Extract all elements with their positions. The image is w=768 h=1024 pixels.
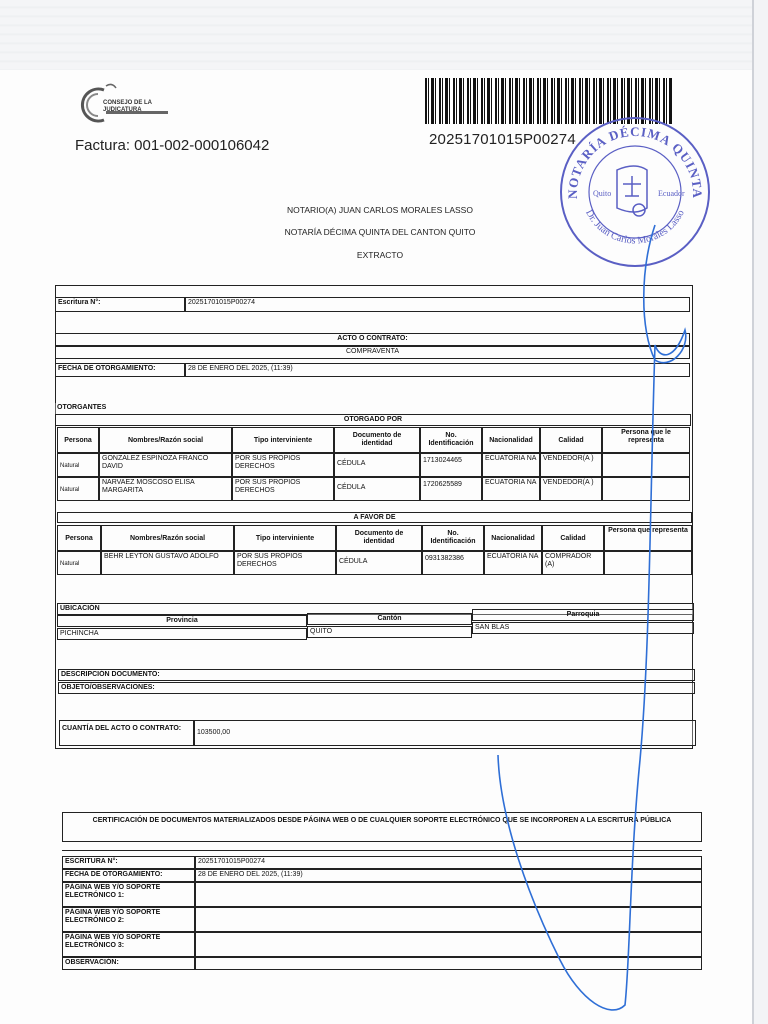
notary-name: NOTARIO(A) JUAN CARLOS MORALES LASSO <box>287 205 473 215</box>
stamp-right-text: Ecuador <box>658 189 685 198</box>
cell-tipo: POR SUS PROPIOS DERECHOS <box>234 551 336 575</box>
extract-title: EXTRACTO <box>356 250 404 260</box>
cell-nacionalidad: ECUATORIA NA <box>482 477 540 501</box>
otorgado-por-label: OTORGADO POR <box>55 414 691 426</box>
cell-nombre: GONZALEZ ESPINOZA FRANCO DAVID <box>99 453 232 477</box>
col-tipo: Tipo interviniente <box>232 427 334 453</box>
cert-web3-value <box>195 932 702 957</box>
col-persona: Persona <box>57 525 101 551</box>
cell-representa <box>602 477 690 501</box>
fecha-value: 28 DE ENERO DEL 2025, (11:39) <box>185 363 690 377</box>
stamp-top-text: NOTARÍA DÉCIMA QUINTA <box>564 123 706 199</box>
escritura-label: Escritura N°: <box>55 297 185 312</box>
col-tipo: Tipo interviniente <box>234 525 336 551</box>
cell-calidad: VENDEDOR(A ) <box>540 453 602 477</box>
cert-fecha-label: FECHA DE OTORGAMIENTO: <box>62 869 195 882</box>
canton-value: QUITO <box>307 626 472 638</box>
cert-fecha-value: 28 DE ENERO DEL 2025, (11:39) <box>195 869 702 882</box>
invoice-number: Factura: 001-002-000106042 <box>75 137 270 154</box>
divider <box>62 850 702 851</box>
parroquia-label: Parroquia <box>472 609 694 621</box>
acto-value: COMPRAVENTA <box>55 346 690 359</box>
cell-documento: CÉDULA <box>334 477 420 501</box>
col-calidad: Calidad <box>540 427 602 453</box>
provincia-value: PICHINCHA <box>57 628 307 640</box>
stamp-left-text: Quito <box>593 189 612 198</box>
canton-label: Cantón <box>307 613 472 625</box>
col-calidad: Calidad <box>542 525 604 551</box>
certificacion-title: CERTIFICACIÓN DE DOCUMENTOS MATERIALIZADOS DESDE PÁGINA WEB O DE CUALQUIER SOPORTE ELECTRÓNICO QUE SE INCORPOREN A LA ESCRITURA PÚBLICA <box>62 812 702 842</box>
cert-web2-value <box>195 907 702 932</box>
descripcion-label: DESCRIPCIÓN DOCUMENTO: <box>58 669 695 681</box>
col-documento: Documento de identidad <box>334 427 420 453</box>
col-nombres: Nombres/Razón social <box>101 525 234 551</box>
cell-persona: Natural <box>57 477 99 501</box>
scan-artifact <box>0 0 752 70</box>
cell-id: 0931382386 <box>422 551 484 575</box>
cert-web3-label: PÁGINA WEB Y/O SOPORTE ELECTRÓNICO 3: <box>62 932 195 957</box>
objeto-label: OBJETO/OBSERVACIONES: <box>58 682 695 694</box>
cell-nacionalidad: ECUATORIA NA <box>484 551 542 575</box>
barcode-number: 20251701015P00274 <box>429 131 576 148</box>
col-representa: Persona que le representa <box>602 427 690 453</box>
cuantia-label: CUANTÍA DEL ACTO O CONTRATO: <box>59 720 194 746</box>
col-nacionalidad: Nacionalidad <box>482 427 540 453</box>
col-documento: Documento de identidad <box>336 525 422 551</box>
col-representa: Persona que representa <box>604 525 692 551</box>
notary-stamp <box>555 112 715 272</box>
col-nombres: Nombres/Razón social <box>99 427 232 453</box>
cell-id: 1713024465 <box>420 453 482 477</box>
cert-observacion-value <box>195 957 702 970</box>
cert-escritura-value: 20251701015P00274 <box>195 856 702 869</box>
notary-office: NOTARÍA DÉCIMA QUINTA DEL CANTON QUITO <box>284 227 476 237</box>
cuantia-value: 103500,00 <box>194 720 696 746</box>
acto-label: ACTO O CONTRATO: <box>55 333 690 346</box>
cell-nacionalidad: ECUATORIA NA <box>482 453 540 477</box>
cert-web1-value <box>195 882 702 907</box>
col-persona: Persona <box>57 427 99 453</box>
svg-text:NOTARÍA DÉCIMA QUINTA <box>565 124 705 199</box>
col-nacionalidad: Nacionalidad <box>484 525 542 551</box>
cell-documento: CÉDULA <box>336 551 422 575</box>
judicatura-logo <box>76 80 176 130</box>
escritura-value: 20251701015P00274 <box>185 297 690 312</box>
cert-web1-label: PÁGINA WEB Y/O SOPORTE ELECTRÓNICO 1: <box>62 882 195 907</box>
a-favor-label: A FAVOR DE <box>57 512 692 523</box>
cell-tipo: POR SUS PROPIOS DERECHOS <box>232 477 334 501</box>
cell-representa <box>604 551 692 575</box>
cell-nombre: NARVAEZ MOSCOSO ELISA MARGARITA <box>99 477 232 501</box>
fecha-label: FECHA DE OTORGAMIENTO: <box>55 363 185 377</box>
otorgantes-label: OTORGANTES <box>55 403 691 415</box>
ubicacion-label: UBICACIÓN <box>57 603 694 615</box>
cell-representa <box>602 453 690 477</box>
cert-web2-label: PÁGINA WEB Y/O SOPORTE ELECTRÓNICO 2: <box>62 907 195 932</box>
cell-id: 1720625589 <box>420 477 482 501</box>
cert-escritura-label: ESCRITURA N°: <box>62 856 195 869</box>
cell-nombre: BEHR LEYTON GUSTAVO ADOLFO <box>101 551 234 575</box>
cell-calidad: COMPRADOR (A) <box>542 551 604 575</box>
provincia-label: Provincia <box>57 615 307 627</box>
logo-text: CONSEJO DE LA JUDICATURA <box>103 100 153 113</box>
col-no-id: No. Identificación <box>420 427 482 453</box>
stamp-bottom-text: Dr. Juan Carlos Morales Lasso <box>583 208 687 247</box>
cert-observacion-label: OBSERVACIÓN: <box>62 957 195 970</box>
col-no-id: No. Identificación <box>422 525 484 551</box>
cell-tipo: POR SUS PROPIOS DERECHOS <box>232 453 334 477</box>
parroquia-value: SAN BLAS <box>472 622 694 634</box>
cell-calidad: VENDEDOR(A ) <box>540 477 602 501</box>
cell-documento: CÉDULA <box>334 453 420 477</box>
cell-persona: Natural <box>57 551 101 575</box>
cell-persona: Natural <box>57 453 99 477</box>
